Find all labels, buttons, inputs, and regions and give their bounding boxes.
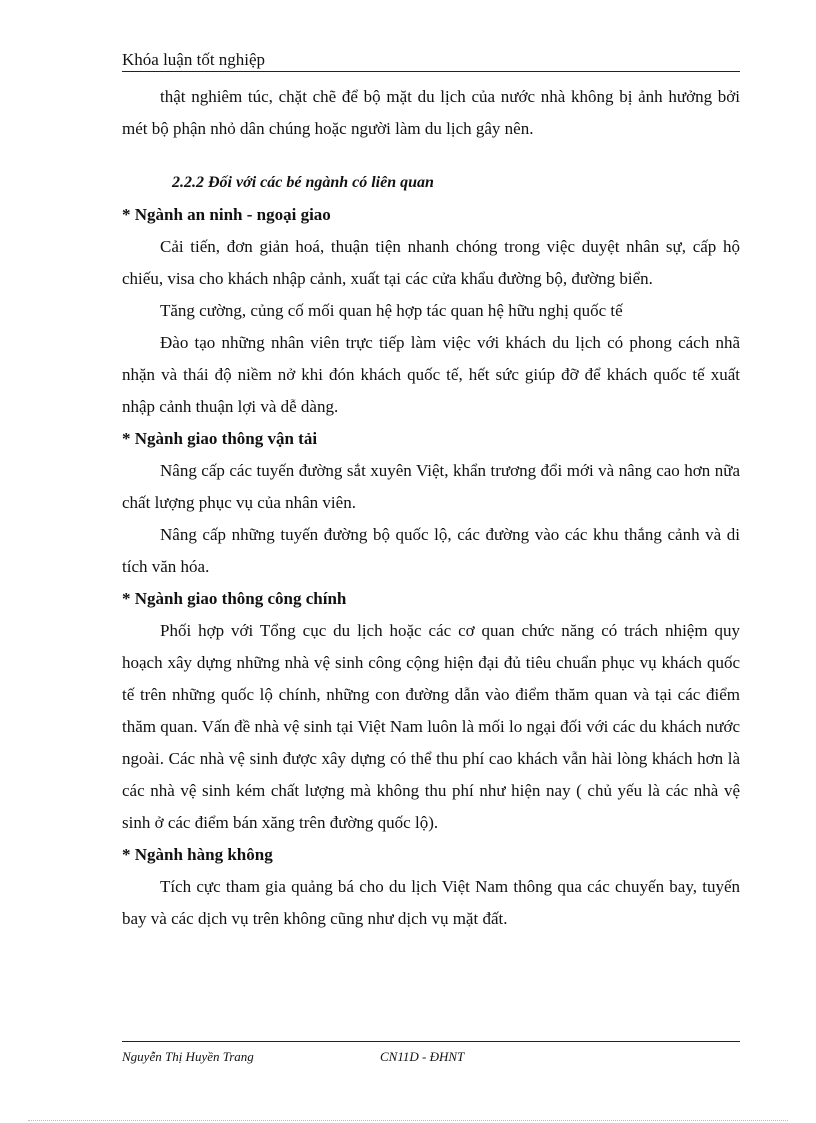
section-heading-security: * Ngành an ninh - ngoại giao <box>122 205 331 224</box>
header-divider <box>122 71 740 72</box>
paragraph: Tăng cường, củng cố mối quan hệ hợp tác quan hệ hữu nghị quốc tế <box>160 301 623 320</box>
paragraph: Tích cực tham gia quảng bá cho du lịch Việt Nam thông qua các chuyến bay, tuyến bay và các dịch vụ trên không cũng như dịch vụ mặt đất. <box>122 877 740 928</box>
paragraph: Cải tiến, đơn giản hoá, thuận tiện nhanh chóng trong việc duyệt nhân sự, cấp hộ chiếu, visa cho khách nhập cảnh, xuất tại các cửa khẩu đường bộ, đường biển. <box>122 237 740 288</box>
page-body <box>122 81 740 935</box>
paragraph-continuation: thật nghiêm túc, chặt chẽ để bộ mặt du lịch của nước nhà không bị ảnh hưởng bởi mét bộ phận nhỏ dân chúng hoặc người làm du lịch gây nên. <box>122 87 740 138</box>
paragraph: Nâng cấp các tuyến đường sắt xuyên Việt, khẩn trương đổi mới và nâng cao hơn nữa chất lượng phục vụ của nhân viên. <box>122 461 740 512</box>
footer-divider <box>122 1041 740 1042</box>
section-heading-public-works: * Ngành giao thông công chính <box>122 589 347 608</box>
footer-class-label <box>380 1049 464 1065</box>
running-header-title: Khóa luận tốt nghiệp <box>122 50 266 69</box>
footer-author: Nguyễn Thị Huyền Trang <box>122 1049 254 1064</box>
paragraph: Phối hợp với Tổng cục du lịch hoặc các cơ quan chức năng có trách nhiệm quy hoạch xây dựng những nhà vệ sinh công cộng hiện đại đủ tiêu chuẩn phục vụ khách quốc tế trên những quốc lộ chính, những con đường dẫn vào điểm thăm quan và tại các điểm thăm quan. Vấn đề nhà vệ sinh tại Việt Nam luôn là mối lo ngại đối với các du khách nước ngoài. Các nhà vệ sinh được xây dựng có thể thu phí cao khách vẫn hài lòng khách hơn là các nhà vệ sinh kém chất lượng mà không thu phí như hiện nay ( chủ yếu là các nhà vệ sinh ở các điểm bán xăng trên đường quốc lộ). <box>122 621 740 832</box>
footer-class-text: CN11D - ĐHNT <box>380 1049 465 1064</box>
spacer <box>122 145 740 167</box>
section-heading-aviation: * Ngành hàng không <box>122 845 273 864</box>
paragraph: Đào tạo những nhân viên trực tiếp làm việc với khách du lịch có phong cách nhã nhặn và thái độ niềm nở khi đón khách quốc tế, hết sức giúp đỡ để khách quốc tế xuất nhập cảnh thuận lợi và dễ dàng. <box>122 333 740 416</box>
subsection-heading: 2.2.2 Đối với các bé ngành có liên quan <box>172 174 434 191</box>
page-bottom-border <box>28 1120 788 1121</box>
paragraph: Nâng cấp những tuyến đường bộ quốc lộ, các đường vào các khu thắng cảnh và di tích văn hóa. <box>122 525 740 576</box>
section-heading-transport: * Ngành giao thông vận tải <box>122 429 318 448</box>
